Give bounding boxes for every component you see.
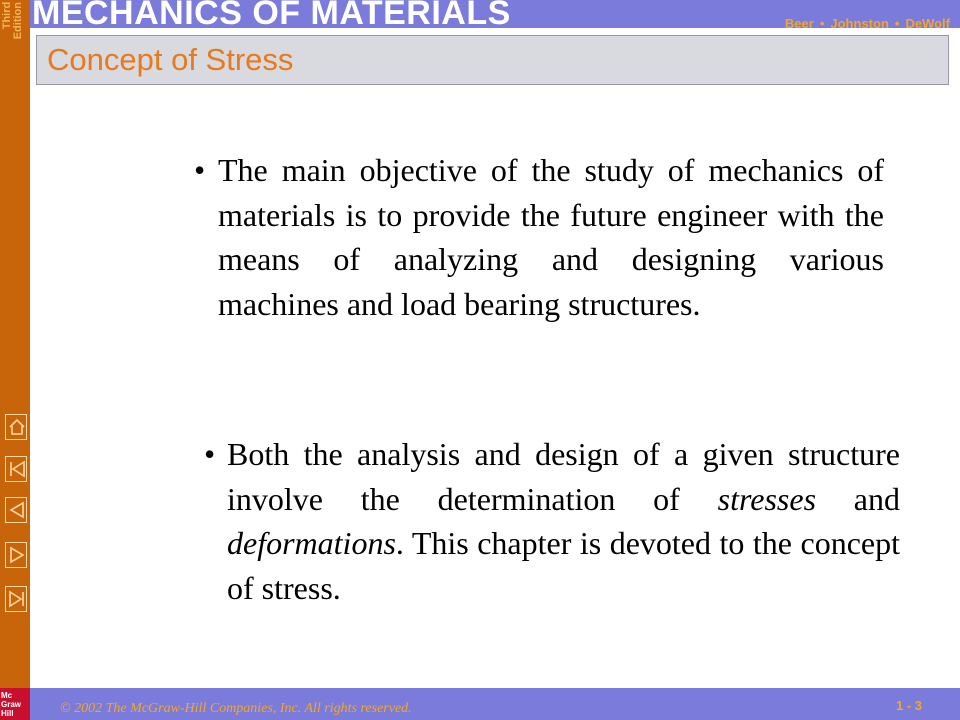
bullet-text-1: The main objective of the study of mechanics of materials is to provide the future engineer with the means of analyzing and designing various machines and load bearing structures. [218,152,884,322]
slide-title-box [36,35,949,85]
bullet-text-2 [227,432,900,610]
author-separator: • [894,16,900,31]
author-1: Beer [784,16,814,31]
copyright-notice: © 2002 The McGraw-Hill Companies, Inc. All rights reserved. [60,701,412,716]
left-strip [0,0,30,720]
edition-text: Third Edition [1,2,24,40]
bullet-marker: • [194,152,206,188]
bullet2-part1: Both the analysis and design of a given structure involve the determination of [227,436,900,517]
home-icon [7,417,27,437]
bullet2-part2: and [816,480,901,517]
bullet-marker: • [204,436,216,472]
logo-line-3: Hill [1,709,14,718]
first-slide-icon [7,459,27,479]
logo-line-2: Graw [1,700,22,709]
emphasis-deformations: deformations [227,525,396,561]
publisher-logo [0,688,30,720]
slide-title: Concept of Stress [47,42,294,77]
next-slide-icon [7,545,27,565]
page-number: 1 - 3 [895,698,922,713]
author-2: Johnston [830,16,889,31]
bullet2-part3: . This chapter is devoted to the concept of stress. [227,525,900,606]
edition-label [0,0,30,60]
previous-slide-button[interactable] [5,497,27,523]
author-3: DeWolf [905,16,950,31]
home-button[interactable] [5,414,27,440]
brand-title: MECHANICS OF MATERIALS [32,0,511,32]
authors [785,16,950,31]
last-slide-icon [7,589,27,609]
last-slide-button[interactable] [5,586,27,612]
previous-slide-icon [7,500,27,520]
emphasis-stresses: stresses [717,480,817,517]
next-slide-button[interactable] [5,542,27,568]
author-separator: • [819,16,825,31]
first-slide-button[interactable] [5,456,27,482]
logo-line-1: Mc [1,691,13,700]
